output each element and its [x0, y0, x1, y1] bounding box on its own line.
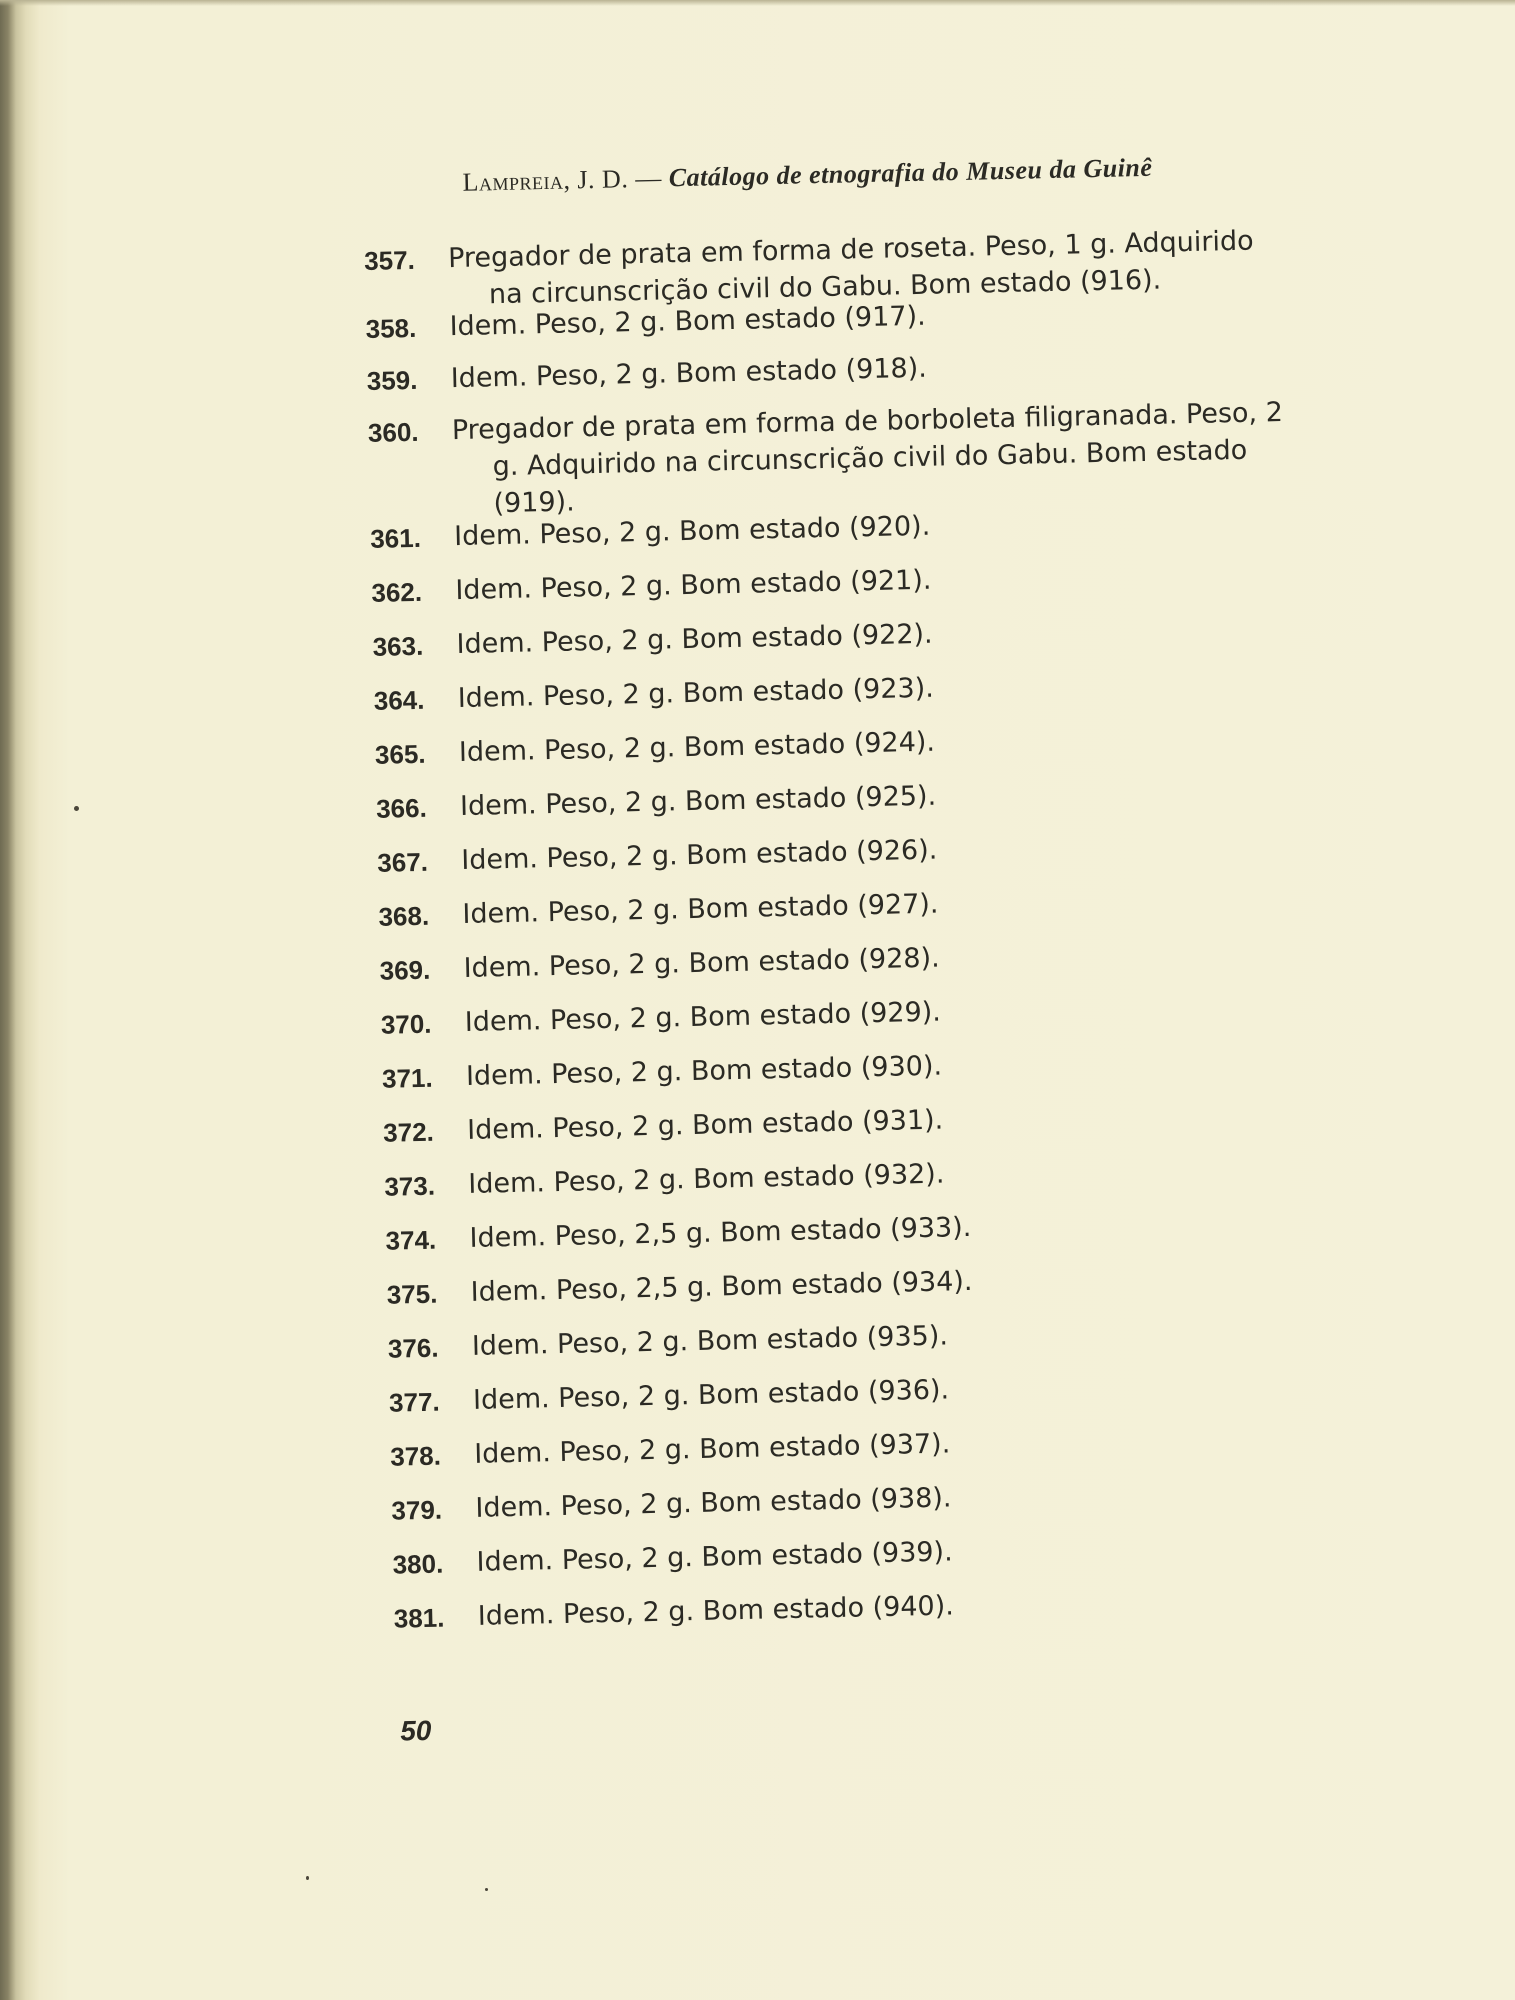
entry-description: Idem. Peso, 2 g. Bom estado (932). [468, 1158, 945, 1200]
catalog-entry [366, 342, 1297, 399]
entry-number: 380. [392, 1548, 444, 1580]
page-number: 50 [399, 1714, 432, 1747]
entry-number: 361. [369, 522, 422, 554]
entry-number: 362. [371, 576, 423, 608]
entry-number: 365. [374, 738, 426, 770]
catalog-entry [390, 1417, 1321, 1474]
header-separator: — [627, 163, 670, 194]
entry-number: 376. [387, 1332, 439, 1364]
entry-description: Idem. Peso, 2,5 g. Bom estado (934). [470, 1265, 973, 1308]
entry-number: 374. [385, 1224, 437, 1256]
ink-speck [74, 806, 79, 811]
entry-description: Idem. Peso, 2 g. Bom estado (921). [455, 564, 932, 607]
catalog-entry [392, 1525, 1323, 1582]
entry-description: Idem. Peso, 2 g. Bom estado (935). [471, 1320, 949, 1362]
entry-number: 373. [384, 1170, 436, 1202]
entry-description: Idem. Peso, 2 g. Bom estado (917). [449, 300, 926, 343]
catalog-entry [383, 1093, 1314, 1150]
entry-number: 379. [391, 1494, 443, 1526]
entry-number: 363. [372, 630, 424, 662]
catalog-entry [378, 878, 1309, 935]
header-title: Catálogo de etnografia do Museu da Guinê [668, 152, 1153, 193]
entry-description: Idem. Peso, 2 g. Bom estado (937). [473, 1428, 951, 1470]
entry-number: 370. [380, 1008, 432, 1040]
entry-number: 372. [382, 1116, 435, 1148]
entry-description: Pregador de prata em forma de roseta. Peso, 1 g. Adquirido na circunscrição civil do Gabu. Bom estado (916). [447, 225, 1254, 311]
entry-description: Idem. Peso, 2 g. Bom estado (930). [465, 1050, 943, 1092]
entry-number: 369. [379, 954, 431, 986]
ink-speck [485, 1888, 488, 1891]
entry-description: Idem. Peso, 2 g. Bom estado (936). [472, 1374, 950, 1416]
entry-number: 371. [381, 1062, 433, 1094]
catalog-entry [385, 1201, 1316, 1258]
entry-number: 364. [373, 684, 425, 716]
entry-description: Idem. Peso, 2 g. Bom estado (926). [460, 834, 938, 876]
entry-number: 366. [375, 792, 428, 824]
entry-description: Idem. Peso, 2 g. Bom estado (922). [456, 618, 933, 661]
catalog-entry [379, 932, 1310, 989]
catalog-entry [372, 608, 1303, 665]
catalog-entry [384, 1147, 1315, 1204]
entry-description: Idem. Peso, 2 g. Bom estado (939). [476, 1536, 953, 1578]
catalog-entry [393, 1579, 1324, 1636]
catalog-entry [391, 1471, 1322, 1528]
entry-number: 377. [388, 1386, 441, 1418]
entry-number: 367. [377, 846, 429, 878]
catalog-entry [377, 824, 1308, 881]
entry-number: 375. [386, 1278, 438, 1310]
catalog-entry [375, 716, 1306, 773]
entry-number: 368. [378, 900, 430, 932]
entry-description: Idem. Peso, 2 g. Bom estado (918). [450, 352, 928, 395]
entry-description: Idem. Peso, 2 g. Bom estado (928). [463, 942, 940, 984]
entry-number: 381. [393, 1602, 445, 1634]
catalog-entry [371, 554, 1302, 611]
entry-number: 358. [365, 312, 417, 344]
ink-speck [306, 1876, 309, 1880]
entry-description: Idem. Peso, 2,5 g. Bom estado (933). [469, 1211, 972, 1254]
entry-number: 360. [367, 416, 419, 448]
catalog-entry [376, 770, 1307, 827]
entry-description: Idem. Peso, 2 g. Bom estado (924). [458, 726, 936, 769]
catalog-entry [373, 662, 1304, 719]
entry-number: 357. [363, 244, 416, 276]
entry-description: Idem. Peso, 2 g. Bom estado (938). [475, 1482, 952, 1524]
catalog-entry [386, 1255, 1317, 1312]
entry-description: Idem. Peso, 2 g. Bom estado (929). [464, 996, 942, 1038]
header-author: Lampreia, J. D. [462, 164, 629, 197]
entry-description: Idem. Peso, 2 g. Bom estado (931). [466, 1104, 944, 1146]
catalog-entry [388, 1309, 1319, 1366]
entry-description: Idem. Peso, 2 g. Bom estado (940). [477, 1590, 955, 1632]
entry-description: Idem. Peso, 2 g. Bom estado (925). [459, 780, 937, 823]
running-head [462, 150, 1262, 197]
catalog-entry [380, 986, 1311, 1043]
catalog-entry [389, 1363, 1320, 1420]
entry-description: Idem. Peso, 2 g. Bom estado (923). [457, 672, 935, 715]
entry-number: 359. [366, 364, 418, 396]
entry-description: Idem. Peso, 2 g. Bom estado (927). [462, 888, 939, 930]
entry-description: Idem. Peso, 2 g. Bom estado (920). [453, 510, 931, 553]
page-content [362, 140, 1292, 1747]
entry-number: 378. [389, 1440, 442, 1472]
catalog-entry [382, 1039, 1313, 1096]
entry-description: Pregador de prata em forma de borboleta filigranada. Peso, 2 g. Adquirido na circunscrição civil do Gabu. Bom estado (919). [451, 396, 1284, 520]
